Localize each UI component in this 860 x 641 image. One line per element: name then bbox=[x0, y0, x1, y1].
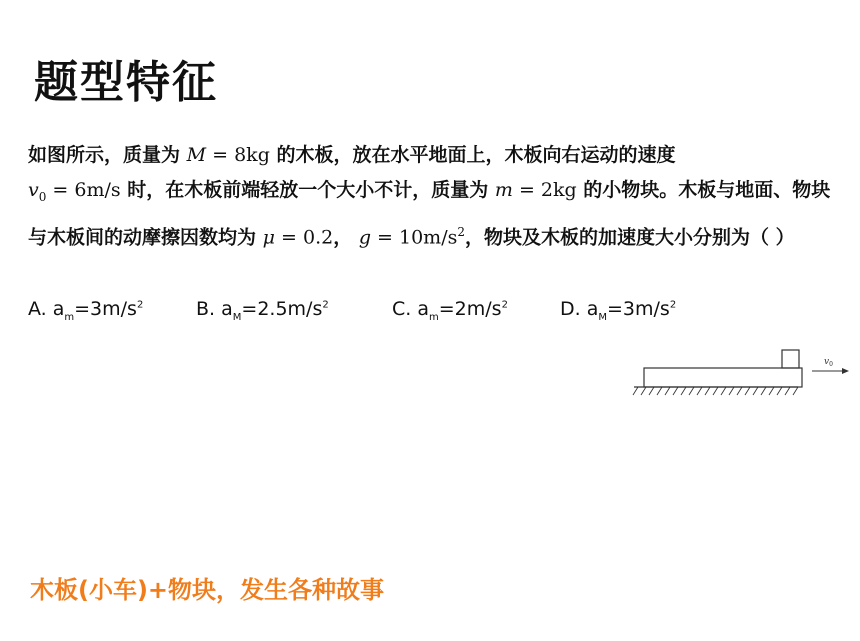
question-text bbox=[28, 138, 848, 255]
option-prefix: C. a bbox=[392, 298, 429, 320]
question-text-part: 的小物块。木板与地面、物块与木板间的动摩擦因数均为 bbox=[28, 179, 831, 249]
mass-M-symbol: M bbox=[186, 144, 207, 166]
option-subscript: m bbox=[429, 311, 439, 323]
option-c[interactable] bbox=[392, 298, 508, 323]
velocity-value: = 6m/s bbox=[46, 179, 121, 201]
option-value: =3m/s bbox=[74, 298, 137, 320]
option-subscript: M bbox=[232, 311, 242, 323]
question-text-part: 如图所示，质量为 bbox=[28, 144, 187, 166]
g-superscript: 2 bbox=[457, 224, 465, 239]
board-block-diagram bbox=[628, 342, 854, 402]
page-title: 题型特征 bbox=[34, 57, 218, 108]
mass-M-value: = 8kg bbox=[206, 144, 270, 166]
option-subscript: m bbox=[64, 311, 75, 323]
option-b[interactable] bbox=[196, 298, 329, 323]
wooden-board bbox=[644, 368, 802, 387]
option-superscript: 2 bbox=[669, 299, 677, 311]
g-symbol: g bbox=[358, 226, 371, 249]
mass-m-value: = 2kg bbox=[512, 179, 577, 201]
velocity-arrow-icon bbox=[812, 368, 849, 374]
option-superscript: 2 bbox=[501, 299, 508, 311]
question-text-part: 时，在木板前端轻放一个大小不计，质量为 bbox=[120, 179, 495, 201]
option-superscript: 2 bbox=[136, 299, 144, 311]
option-superscript: 2 bbox=[322, 299, 329, 311]
option-prefix: B. a bbox=[196, 298, 233, 320]
velocity-label: $v_0$ bbox=[824, 357, 833, 368]
option-value: =2.5m/s bbox=[241, 298, 323, 320]
option-d[interactable] bbox=[560, 298, 676, 323]
option-prefix: A. a bbox=[28, 298, 65, 320]
g-value: = 10m/s bbox=[371, 226, 458, 249]
mass-m-symbol: m bbox=[494, 179, 513, 201]
option-value: =3m/s bbox=[607, 298, 670, 320]
mu-symbol: μ bbox=[262, 226, 275, 249]
option-a[interactable] bbox=[28, 298, 143, 323]
small-block bbox=[782, 350, 799, 368]
question-text-part: ，物块及木板的加速度大小分别为（ ） bbox=[465, 226, 795, 249]
option-prefix: D. a bbox=[560, 298, 599, 320]
option-value: =2m/s bbox=[438, 298, 502, 320]
option-subscript: M bbox=[598, 311, 607, 323]
velocity-subscript: 0 bbox=[38, 189, 47, 204]
answer-options bbox=[28, 298, 748, 338]
footer-note: 木板(小车)+物块，发生各种故事 bbox=[30, 576, 385, 604]
mu-value: = 0.2 bbox=[274, 226, 334, 249]
question-text-part: ， bbox=[333, 226, 359, 249]
ground-hatching bbox=[633, 387, 798, 395]
velocity-symbol: v bbox=[28, 179, 39, 201]
question-text-part: 的木板，放在水平地面上，木板向右运动的速度 bbox=[269, 144, 676, 166]
